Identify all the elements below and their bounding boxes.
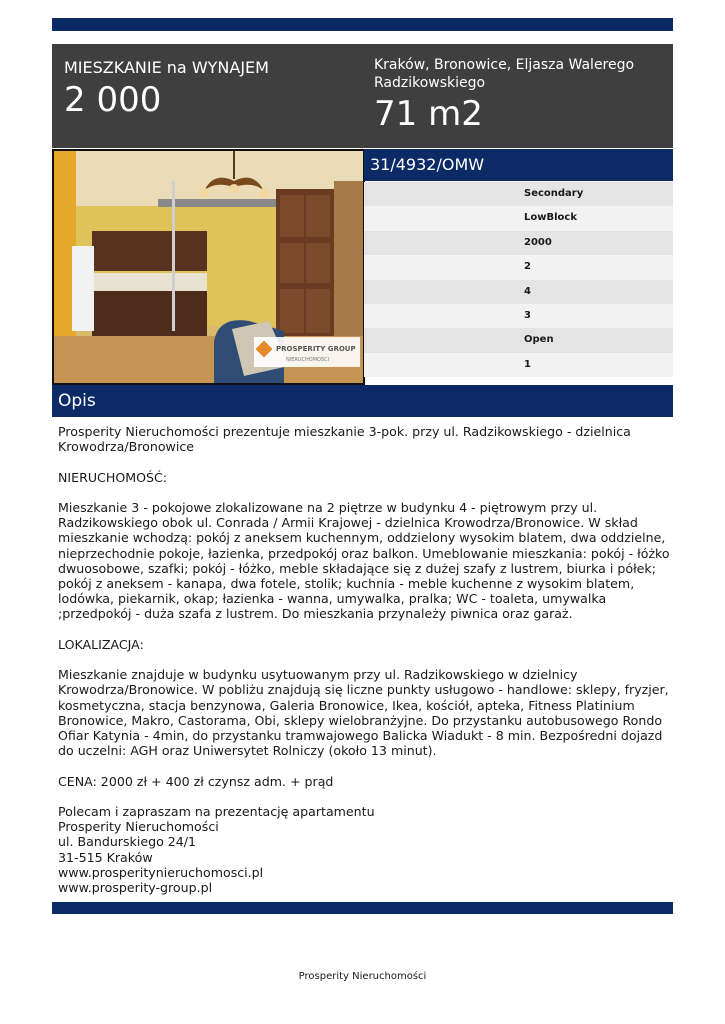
contact-line: Polecam i zapraszam na prezentację apartamentu xyxy=(58,803,375,819)
property-row: 3 xyxy=(364,304,673,328)
property-row: LowBlock xyxy=(364,206,673,230)
contact-line: Prosperity Nieruchomości xyxy=(58,819,219,835)
location: Kraków, Bronowice, Eljasza Walerego Radzikowskiego xyxy=(374,57,635,91)
location-text: Mieszkanie znajduje w budynku usytuowanym przy ul. Radzikowskiego w dzielnicy Krowodrza/Bronowice. W pobliżu znajdują się liczne punkty usługowo - handlowe: sklepy, fryzjer, kosmetyczna, stacja benzynowa, Galeria Bronowice, Ikea, kościół, apteka, Fitness Platinium Bronowice, Makro, Castorama, Obi, sklepy wielobranżyjne. Do przystanku autobusowego Rondo Ofiar Katynia - 4min, do przystanku tramwajowego Balicka Wiadukt - 8 min. Bezpośredni dojazd do uczelni: AGH oraz Uniwersytet Rolniczy (około 13 minut). xyxy=(58,667,669,759)
price-line: CENA: 2000 zł + 400 zł czynsz adm. + prąd xyxy=(58,773,334,789)
description-heading: Opis xyxy=(52,385,673,417)
property-row: 2 xyxy=(364,255,673,279)
reference-number: 31/4932/OMW xyxy=(364,149,673,181)
contact-line: ul. Bandurskiego 24/1 xyxy=(58,834,197,850)
area: 71 m2 xyxy=(374,94,483,134)
description-intro: Prosperity Nieruchomości prezentuje mieszkanie 3-pok. przy ul. Radzikowskiego - dzielnica Krowodrza/Bronowice xyxy=(58,424,631,455)
property-row: 4 xyxy=(364,280,673,304)
property-details-table xyxy=(364,182,673,377)
bottom-accent-bar xyxy=(52,902,673,914)
description-body xyxy=(58,424,670,895)
price: 2 000 xyxy=(64,80,162,120)
location-heading: LOKALIZACJA: xyxy=(58,636,144,652)
contact-line: 31-515 Kraków xyxy=(58,849,153,865)
top-accent-bar xyxy=(52,18,673,31)
property-heading: NIERUCHOMOŚĆ: xyxy=(58,469,168,485)
watermark-title: PROSPERITY GROUP xyxy=(276,345,356,353)
property-text: Mieszkanie 3 - pokojowe zlokalizowane na 2 piętrze w budynku 4 - piętrowym przy ul. Radzikowskiego obok ul. Conrada / Armii Krajowej - dzielnica Krowodrza/Bronowice. W skład mieszkanie wchodzą: pokój z aneksem kuchennym, oddzielony wysokim blatem, dwa oddzielne, nieprzechodnie pokoje, łazienka, przedpokój oraz balkon. Umeblowanie mieszkania: pokój - łóżko dwuosobowe, szafki; pokój - łóżko, meble składające się z dużej szafy z lustrem, biurka i półek; pokój z aneksem - kanapa, dwa fotele, stolik; kuchnia - meble kuchenne z wysokim blatem, lodówka, piekarnik, okap; łazienka - wanna, umywalka, pralka; WC - toaleta, umywalka ;przedpokój - duża szafa z lustrem. Do mieszkania przynależy piwnica oraz garaż. xyxy=(58,499,670,622)
contact-link[interactable]: www.prosperity-group.pl xyxy=(58,880,213,895)
property-row: 1 xyxy=(364,353,673,377)
property-row: Secondary xyxy=(364,182,673,206)
property-photo xyxy=(52,149,365,385)
property-row: 2000 xyxy=(364,231,673,255)
contact-link[interactable]: www.prosperitynieruchomosci.pl xyxy=(58,864,264,880)
offer-type: MIESZKANIE na WYNAJEM xyxy=(64,58,269,77)
listing-header xyxy=(52,44,673,148)
property-row: Open xyxy=(364,328,673,352)
footer-company: Prosperity Nieruchomości xyxy=(298,971,427,982)
watermark-subtitle: NIERUCHOMOŚCI xyxy=(286,357,330,363)
